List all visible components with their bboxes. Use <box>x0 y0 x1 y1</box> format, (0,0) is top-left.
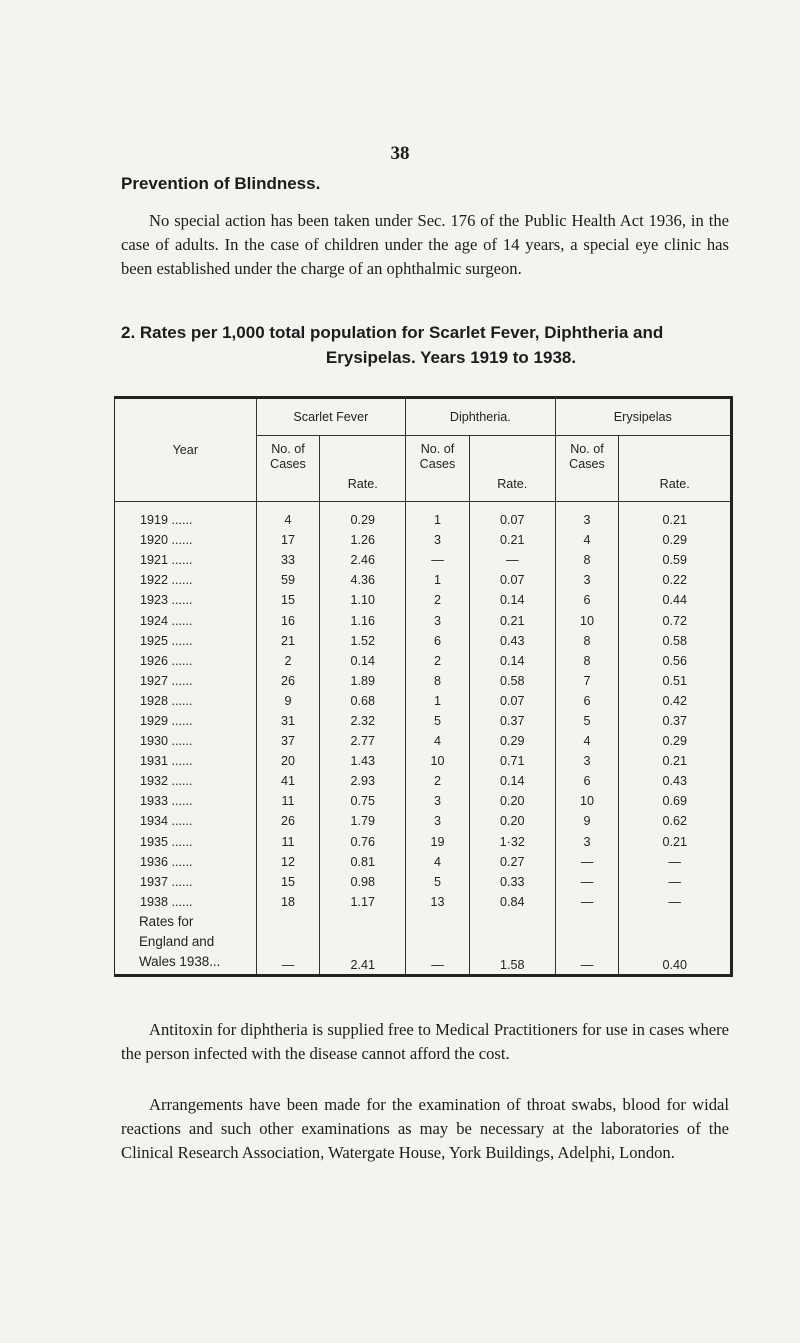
cases-header: No. of Cases <box>406 436 470 502</box>
rate-header: Rate. <box>320 436 406 502</box>
cases-header: No. of Cases <box>555 436 619 502</box>
scarlet-fever-rate-cell: 0.76 <box>320 832 406 852</box>
page-number: 38 <box>390 143 410 164</box>
erysipelas-cases-cell: 8 <box>555 631 619 651</box>
year-cell: 1926 ...... <box>115 651 257 671</box>
blindness-paragraph: No special action has been taken under Sec. 176 of the Public Health Act 1936, in the case of adults. In the case of children under the age of 14 years, a special eye clinic has been established under the charge of an ophthalmic surgeon. <box>121 211 729 278</box>
table-row <box>115 811 732 831</box>
scarlet-fever-cases-cell: 2 <box>256 651 320 671</box>
diphtheria-rate-cell: 0.37 <box>469 711 555 731</box>
erysipelas-cases-cell: 6 <box>555 771 619 791</box>
arrangements-paragraph: Arrangements have been made for the examination of throat swabs, blood for widal reactions and such other examinations as may be necessary at the laboratories of the Clinical Research Association, Watergate House, York Buildings, Adelphi, London. <box>121 1095 729 1162</box>
table-row <box>115 631 732 651</box>
scarlet-fever-rate-cell: 0.68 <box>320 691 406 711</box>
diphtheria-rate-cell: 0.07 <box>469 570 555 590</box>
erysipelas-cases-cell: 4 <box>555 530 619 550</box>
scarlet-fever-cases-cell: 15 <box>256 590 320 610</box>
diphtheria-rate-cell: 0.58 <box>469 671 555 691</box>
diphtheria-rate-cell: — <box>469 550 555 570</box>
footer-label-cell <box>115 912 257 976</box>
scarlet-fever-rate-cell: 1.52 <box>320 631 406 651</box>
erysipelas-rate-cell: 0.56 <box>662 653 687 668</box>
erysipelas-cases-cell: 6 <box>555 590 619 610</box>
table-row <box>115 550 732 570</box>
scarlet-fever-rate-cell: 1.43 <box>320 751 406 771</box>
erysipelas-cases-cell: 8 <box>555 550 619 570</box>
scarlet-fever-cases-cell: 16 <box>256 610 320 630</box>
erysipelas-cases-cell: 4 <box>555 731 619 751</box>
year-cell: 1938 ...... <box>115 892 257 912</box>
scarlet-fever-rate-cell: 1.17 <box>320 892 406 912</box>
erysipelas-rate-cell: — <box>668 894 681 909</box>
erysipelas-cases-cell: — <box>555 872 619 892</box>
diphtheria-rate-cell: 0.07 <box>469 691 555 711</box>
erysipelas-rate-cell: 0.21 <box>662 834 687 849</box>
table-row <box>115 502 732 531</box>
scarlet-fever-cases-cell: 26 <box>256 671 320 691</box>
table-row <box>115 731 732 751</box>
diphtheria-cases-cell: 1 <box>406 691 470 711</box>
year-cell: 1931 ...... <box>115 751 257 771</box>
scarlet-fever-rate-cell: 1.16 <box>320 610 406 630</box>
scarlet-fever-cases-cell: 37 <box>256 731 320 751</box>
group-header-scarlet-fever: Scarlet Fever <box>256 398 406 436</box>
diphtheria-cases-cell: 19 <box>406 832 470 852</box>
diphtheria-rate-cell: 0.29 <box>469 731 555 751</box>
table-row <box>115 771 732 791</box>
diphtheria-rate-cell: 0.71 <box>469 751 555 771</box>
scarlet-fever-cases-cell: 11 <box>256 791 320 811</box>
erysipelas-rate-cell: 0.37 <box>662 713 687 728</box>
year-cell: 1927 ...... <box>115 671 257 691</box>
diphtheria-cases-cell: 8 <box>406 671 470 691</box>
diphtheria-cases-cell: 13 <box>406 892 470 912</box>
table-body <box>115 502 732 976</box>
erysipelas-rate-cell: — <box>668 854 681 869</box>
diphtheria-cases-cell: 10 <box>406 751 470 771</box>
scarlet-fever-cases-cell: 15 <box>256 872 320 892</box>
erysipelas-cases-cell: 6 <box>555 691 619 711</box>
scarlet-fever-rate-footer-cell: 2.41 <box>320 912 406 976</box>
table-row <box>115 872 732 892</box>
diphtheria-rate-cell: 0.33 <box>469 872 555 892</box>
erysipelas-rate-cell: 0.29 <box>662 734 687 749</box>
scarlet-fever-cases-cell: 11 <box>256 832 320 852</box>
diphtheria-rate-cell: 1·32 <box>469 832 555 852</box>
erysipelas-cases-cell: — <box>555 892 619 912</box>
scarlet-fever-cases-cell: 33 <box>256 550 320 570</box>
diphtheria-rate-cell: 0.84 <box>469 892 555 912</box>
diphtheria-rate-cell: 0.14 <box>469 771 555 791</box>
footer-label-line: Wales 1938... <box>139 953 221 969</box>
scarlet-fever-cases-cell: 4 <box>256 502 320 531</box>
erysipelas-rate-cell: 0.42 <box>662 693 687 708</box>
diphtheria-rate-footer-cell: 1.58 <box>469 912 555 976</box>
erysipelas-rate-cell: 0.21 <box>662 513 687 528</box>
diphtheria-rate-cell: 0.07 <box>469 502 555 531</box>
erysipelas-rate-cell: — <box>668 874 681 889</box>
diphtheria-rate-cell: 0.21 <box>469 610 555 630</box>
year-cell: 1922 ...... <box>115 570 257 590</box>
diphtheria-cases-cell: 4 <box>406 852 470 872</box>
year-cell: 1925 ...... <box>115 631 257 651</box>
year-cell: 1935 ...... <box>115 832 257 852</box>
rate-header: Rate. <box>469 436 555 502</box>
scarlet-fever-rate-cell: 4.36 <box>320 570 406 590</box>
erysipelas-rate-cell: 0.29 <box>662 533 687 548</box>
erysipelas-cases-cell: 8 <box>555 651 619 671</box>
diphtheria-cases-cell: 4 <box>406 731 470 751</box>
scarlet-fever-rate-cell: 1.89 <box>320 671 406 691</box>
table-row <box>115 610 732 630</box>
erysipelas-rate-cell: 0.51 <box>662 673 687 688</box>
erysipelas-rate-cell: 0.43 <box>662 774 687 789</box>
year-cell: 1924 ...... <box>115 610 257 630</box>
scarlet-fever-rate-cell: 1.79 <box>320 811 406 831</box>
table-row <box>115 590 732 610</box>
scarlet-fever-cases-cell: 18 <box>256 892 320 912</box>
diphtheria-cases-cell: 3 <box>406 791 470 811</box>
year-cell: 1932 ...... <box>115 771 257 791</box>
scarlet-fever-cases-cell: 31 <box>256 711 320 731</box>
year-cell: 1930 ...... <box>115 731 257 751</box>
erysipelas-rate-cell: 0.59 <box>662 553 687 568</box>
table-heading-line2: Erysipelas. Years 1919 to 1938. <box>325 348 577 367</box>
scarlet-fever-cases-cell: 20 <box>256 751 320 771</box>
table-row <box>115 892 732 912</box>
erysipelas-cases-footer-cell: — <box>555 912 619 976</box>
rate-header: Rate. <box>619 436 732 502</box>
diphtheria-rate-cell: 0.21 <box>469 530 555 550</box>
year-cell: 1923 ...... <box>115 590 257 610</box>
scarlet-fever-rate-cell: 2.32 <box>320 711 406 731</box>
scarlet-fever-rate-cell: 2.46 <box>320 550 406 570</box>
table-row <box>115 711 732 731</box>
scarlet-fever-cases-cell: 26 <box>256 811 320 831</box>
diphtheria-rate-cell: 0.20 <box>469 811 555 831</box>
table-heading-line1: 2. Rates per 1,000 total population for Scarlet Fever, Diphtheria and <box>121 323 664 342</box>
table-row <box>115 530 732 550</box>
scarlet-fever-rate-cell: 1.26 <box>320 530 406 550</box>
table-group-header-row <box>115 398 732 436</box>
diphtheria-cases-cell: 5 <box>406 872 470 892</box>
footer-label-line: England and <box>139 933 215 949</box>
diphtheria-cases-cell: 2 <box>406 771 470 791</box>
table-heading <box>121 320 741 370</box>
year-cell: 1921 ...... <box>115 550 257 570</box>
year-cell: 1936 ...... <box>115 852 257 872</box>
scarlet-fever-cases-cell: 41 <box>256 771 320 791</box>
diphtheria-cases-cell: 3 <box>406 610 470 630</box>
scarlet-fever-rate-cell: 0.14 <box>320 651 406 671</box>
table-row <box>115 651 732 671</box>
diphtheria-rate-cell: 0.27 <box>469 852 555 872</box>
scarlet-fever-cases-footer-cell: — <box>256 912 320 976</box>
diphtheria-rate-cell: 0.20 <box>469 791 555 811</box>
year-cell: 1928 ...... <box>115 691 257 711</box>
cases-header: No. of Cases <box>256 436 320 502</box>
erysipelas-rate-cell: 0.72 <box>662 613 687 628</box>
year-cell: 1934 ...... <box>115 811 257 831</box>
diphtheria-cases-cell: 2 <box>406 590 470 610</box>
erysipelas-cases-cell: 3 <box>555 502 619 531</box>
erysipelas-cases-cell: 5 <box>555 711 619 731</box>
diphtheria-cases-cell: 1 <box>406 570 470 590</box>
erysipelas-rate-cell: 0.22 <box>662 573 687 588</box>
scarlet-fever-cases-cell: 21 <box>256 631 320 651</box>
year-header: Year <box>115 398 257 502</box>
erysipelas-rate-cell: 0.69 <box>662 794 687 809</box>
year-cell: 1929 ...... <box>115 711 257 731</box>
diphtheria-cases-footer-cell: — <box>406 912 470 976</box>
scarlet-fever-rate-cell: 2.77 <box>320 731 406 751</box>
scarlet-fever-cases-cell: 17 <box>256 530 320 550</box>
scarlet-fever-rate-cell: 0.75 <box>320 791 406 811</box>
table-row <box>115 791 732 811</box>
table-row <box>115 832 732 852</box>
rates-table <box>114 396 733 977</box>
erysipelas-cases-cell: 10 <box>555 610 619 630</box>
diphtheria-rate-cell: 0.14 <box>469 651 555 671</box>
table-row <box>115 691 732 711</box>
erysipelas-cases-cell: 3 <box>555 570 619 590</box>
footer-label-line: Rates for <box>139 913 194 929</box>
erysipelas-cases-cell: 9 <box>555 811 619 831</box>
erysipelas-cases-cell: 3 <box>555 751 619 771</box>
scarlet-fever-rate-cell: 1.10 <box>320 590 406 610</box>
year-cell: 1937 ...... <box>115 872 257 892</box>
diphtheria-cases-cell: — <box>406 550 470 570</box>
antitoxin-paragraph: Antitoxin for diphtheria is supplied free to Medical Practitioners for use in cases where the person infected with the disease cannot afford the cost. <box>121 1020 729 1063</box>
scarlet-fever-rate-cell: 2.93 <box>320 771 406 791</box>
erysipelas-rate-cell: 0.58 <box>662 633 687 648</box>
diphtheria-cases-cell: 5 <box>406 711 470 731</box>
group-header-diphtheria: Diphtheria. <box>406 398 556 436</box>
erysipelas-rate-footer-cell: 0.40 <box>662 957 687 972</box>
erysipelas-cases-cell: 7 <box>555 671 619 691</box>
diphtheria-cases-cell: 3 <box>406 530 470 550</box>
scarlet-fever-rate-cell: 0.81 <box>320 852 406 872</box>
erysipelas-cases-cell: — <box>555 852 619 872</box>
group-header-erysipelas: Erysipelas <box>555 398 731 436</box>
year-cell: 1933 ...... <box>115 791 257 811</box>
table-row <box>115 671 732 691</box>
scarlet-fever-cases-cell: 12 <box>256 852 320 872</box>
year-cell: 1919 ...... <box>115 502 257 531</box>
diphtheria-cases-cell: 6 <box>406 631 470 651</box>
scarlet-fever-cases-cell: 9 <box>256 691 320 711</box>
diphtheria-cases-cell: 3 <box>406 811 470 831</box>
erysipelas-cases-cell: 3 <box>555 832 619 852</box>
year-cell: 1920 ...... <box>115 530 257 550</box>
scarlet-fever-rate-cell: 0.29 <box>320 502 406 531</box>
diphtheria-rate-cell: 0.43 <box>469 631 555 651</box>
diphtheria-cases-cell: 2 <box>406 651 470 671</box>
table-row <box>115 751 732 771</box>
section-heading: Prevention of Blindness. <box>121 174 321 193</box>
scarlet-fever-rate-cell: 0.98 <box>320 872 406 892</box>
erysipelas-rate-cell: 0.21 <box>662 754 687 769</box>
erysipelas-rate-cell: 0.62 <box>662 814 687 829</box>
diphtheria-rate-cell: 0.14 <box>469 590 555 610</box>
table-row <box>115 852 732 872</box>
table-footer-row <box>115 912 732 976</box>
table-row <box>115 570 732 590</box>
erysipelas-rate-cell: 0.44 <box>662 593 687 608</box>
diphtheria-cases-cell: 1 <box>406 502 470 531</box>
scarlet-fever-cases-cell: 59 <box>256 570 320 590</box>
erysipelas-cases-cell: 10 <box>555 791 619 811</box>
